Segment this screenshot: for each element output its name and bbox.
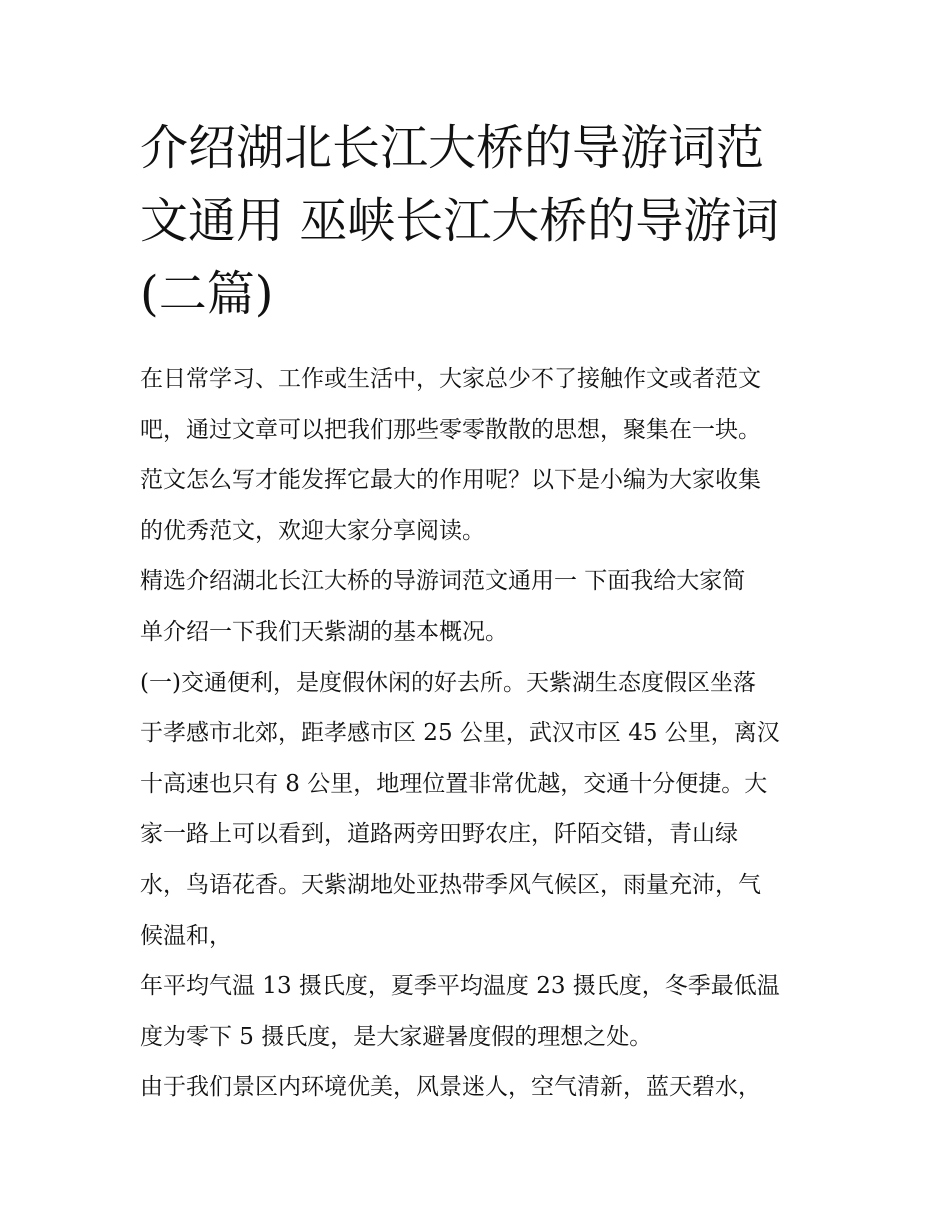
body-line: 范文怎么写才能发挥它最大的作用呢？以下是小编为大家收集 (140, 467, 761, 494)
body-line: 于孝感市北郊，距孝感市区 25 公里，武汉市区 45 公里，离汉 (140, 720, 780, 747)
body-line: 十高速也只有 8 公里，地理位置非常优越，交通十分便捷。大 (140, 770, 768, 797)
body-line: 候温和， (140, 922, 232, 949)
body-line: 单介绍一下我们天紫湖的基本概况。 (140, 618, 508, 645)
body-line: 在日常学习、工作或生活中，大家总少不了接触作文或者范文 (140, 366, 761, 392)
body-line: 精选介绍湖北长江大桥的导游词范文通用一 下面我给大家简 (140, 568, 746, 595)
document-body (140, 354, 820, 1113)
body-line: 吧，通过文章可以把我们那些零零散散的思想，聚集在一块。 (140, 416, 761, 443)
body-line: 水，鸟语花香。天紫湖地处亚热带季风气候区，雨量充沛，气 (140, 871, 761, 898)
body-line: 的优秀范文，欢迎大家分享阅读。 (140, 517, 485, 544)
body-line: 年平均气温 13 摄氏度，夏季平均温度 23 摄氏度，冬季最低温 (140, 973, 780, 1000)
title-line: 文通用 巫峡长江大桥的导游词 (140, 193, 780, 249)
body-line: 由于我们景区内环境优美，风景迷人，空气清新，蓝天碧水， (140, 1074, 761, 1101)
document-title (140, 112, 820, 331)
title-line: 介绍湖北长江大桥的导游词范 (140, 120, 765, 176)
body-line: 家一路上可以看到，道路两旁田野农庄，阡陌交错，青山绿 (140, 821, 738, 848)
title-line: (二篇) (140, 266, 274, 322)
body-line: (一)交通便利，是度假休闲的好去所。天紫湖生态度假区坐落 (140, 669, 756, 696)
body-line: 度为零下 5 摄氏度，是大家避暑度假的理想之处。 (140, 1023, 653, 1050)
